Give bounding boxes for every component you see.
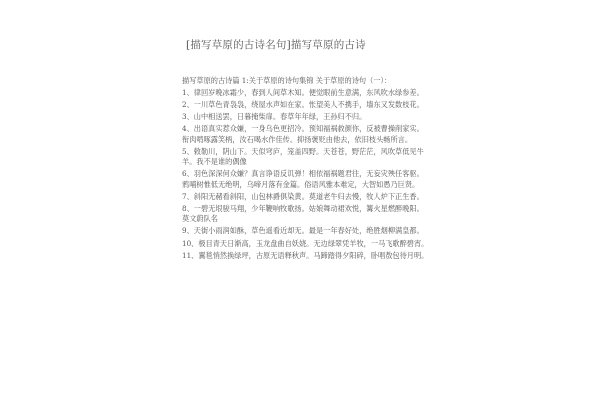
poem-line: 6、羽色深深何众嫌？真言诤语反讥弹！相依福祸题君往，无妄灾殃任客驱。鸦哺树惟低无绝明，乌啼月落有金篇。俗语风雅本难定，大智如愚乃巨贤。 <box>182 169 424 189</box>
poem-line: 1、律回岁晚冰霜少，春到人间草木知。便觉眼前生意满，东风吹水绿参差。 <box>182 88 424 98</box>
poem-line: 7、斜阳无赭看斜阳，山包林爵俱染黄。莫道老牛归去慢，牧人炉下正生香。 <box>182 191 424 201</box>
poem-line: 8、一碧无垠骏马翔，少年鞭响牧歌扬。姑娘舞动裙欢悦，篝火星燃醉晚阳。莫文蔚队名 <box>182 203 424 224</box>
poem-line: 3、山中相送罢，日暮掩柴扉。春草年年绿，王孙归不归。 <box>182 112 367 122</box>
document-title: [描写草原的古诗名句]描写草原的古诗 <box>186 39 366 51</box>
intro-paragraph: 描写草原的古诗篇 1:关于草原的诗句集锦 关于草原的诗句（一）： <box>182 76 392 85</box>
poem-line: 11、翼毯悄然换绿坪，古原无语释秋声。马蹄踏得夕阳碎，卧唱敖包待月明。 <box>182 250 429 260</box>
poem-line: 4、出语真实惹众嫌，一身乌色更招冷。预知福祸救颜你，反被曹操削家实。衔肉啃啄露笑柄，汝石喝水作佳传。抑扬褒贬由他去，依旧枝头畅所言。 <box>182 124 424 144</box>
poem-line: 9、天街小雨润如酥，草色遥看近却无。最是一年春好处，绝胜烟柳满皇都。 <box>182 226 424 236</box>
poem-line: 10、极目青天日渐高，玉龙盘曲自妖娆。无边绿翠凭羊牧，一马飞歌醉碧宵。 <box>182 238 429 248</box>
poem-line: 5、敕勒川，阴山下。天似穹庐，笼盖四野。天苍苍，野茫茫，风吹草低见牛羊。我不是谁的偶像 <box>182 146 424 167</box>
document-body <box>182 76 430 263</box>
poem-line: 2、一川草色青袅袅，绕屋水声如在家。怅望美人不携手，墙东又发数枝花。 <box>182 100 424 110</box>
